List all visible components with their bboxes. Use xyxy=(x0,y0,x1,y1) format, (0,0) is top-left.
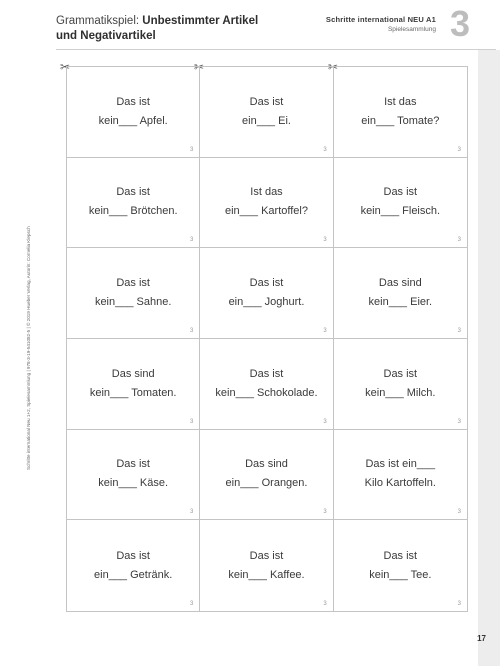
game-card xyxy=(334,67,467,158)
card-number: 3 xyxy=(189,146,194,153)
card-line-2: ein___ Joghurt. xyxy=(228,296,305,309)
card-line-1: Ist das xyxy=(384,95,417,108)
card-line-1: Das ist xyxy=(116,277,150,290)
game-card xyxy=(200,520,333,611)
game-card xyxy=(334,430,467,521)
card-number: 3 xyxy=(323,600,327,607)
card-number: 3 xyxy=(457,418,461,425)
card-line-1: Das ist xyxy=(249,277,284,290)
card-number: 3 xyxy=(189,327,194,334)
card-number: 3 xyxy=(323,237,327,244)
card-number: 3 xyxy=(457,600,461,607)
game-card xyxy=(200,248,333,339)
card-line-2: ein___ Getränk. xyxy=(94,568,173,581)
card-line-1: Das ist xyxy=(249,95,284,108)
page-edge-bar xyxy=(478,50,500,666)
card-line-2: kein___ Fleisch. xyxy=(360,205,441,218)
card-number: 3 xyxy=(457,509,461,516)
page-number: 17 xyxy=(477,634,486,643)
card-line-2: kein___ Sahne. xyxy=(94,296,172,309)
card-number: 3 xyxy=(323,418,327,425)
game-card xyxy=(334,248,467,339)
card-line-2: kein___ Käse. xyxy=(98,477,169,490)
card-number: 3 xyxy=(323,327,327,334)
game-card xyxy=(67,158,200,249)
card-line-1: Das ist xyxy=(249,549,284,562)
card-line-1: Ist das xyxy=(250,186,283,199)
card-line-1: Das ist xyxy=(383,549,418,562)
card-number: 3 xyxy=(457,237,461,244)
card-line-1: Das sind xyxy=(245,458,288,471)
copyright-side-text: Schritte international Neu 1+2, Spielesammlung | 978-3-19-541082-5 | © 2019 Hueber Verlag, Autorin: Cornelia Klepsch xyxy=(26,226,31,470)
card-line-1: Das ist xyxy=(383,186,418,199)
card-line-2: ein___ Ei. xyxy=(242,114,291,127)
game-card xyxy=(67,339,200,430)
card-line-2: ein___ Kartoffel? xyxy=(225,205,308,218)
card-line-2: kein___ Tomaten. xyxy=(89,386,177,399)
scissors-icon: ✂ xyxy=(328,60,339,74)
card-line-2: kein___ Brötchen. xyxy=(88,205,178,218)
title-prefix: Grammatikspiel: xyxy=(56,15,143,27)
card-line-2: kein___ Tee. xyxy=(369,568,432,581)
card-line-2: kein___ Schokolade. xyxy=(215,386,318,399)
game-card xyxy=(67,248,200,339)
card-number: 3 xyxy=(323,146,327,153)
card-line-1: Das sind xyxy=(111,367,155,380)
page-title xyxy=(56,14,296,44)
card-line-1: Das ist xyxy=(116,95,150,108)
card-line-2: Kilo Kartoffeln. xyxy=(364,477,436,490)
card-grid xyxy=(66,66,468,612)
card-number: 3 xyxy=(457,146,461,153)
scissors-icon: ✂ xyxy=(194,60,205,74)
game-card xyxy=(67,430,200,521)
card-number: 3 xyxy=(189,237,194,244)
game-card xyxy=(200,67,333,158)
game-card xyxy=(334,520,467,611)
game-card xyxy=(200,158,333,249)
game-card xyxy=(200,339,333,430)
card-line-2: kein___ Kaffee. xyxy=(228,568,305,581)
card-number: 3 xyxy=(323,509,327,516)
card-line-1: Das sind xyxy=(378,277,422,290)
card-line-2: ein___ Orangen. xyxy=(225,477,308,490)
card-line-1: Das ist xyxy=(116,458,150,471)
game-card xyxy=(67,67,200,158)
title-bold-line-2: und Negativartikel xyxy=(56,30,156,42)
scissors-icon: ✂ xyxy=(60,60,71,74)
page-header xyxy=(0,0,500,50)
card-line-1: Das ist xyxy=(249,367,284,380)
card-line-2: kein___ Eier. xyxy=(368,296,433,309)
card-number: 3 xyxy=(189,509,194,516)
game-card xyxy=(334,339,467,430)
title-bold-line-1: Unbestimmter Artikel xyxy=(142,15,259,27)
series-label xyxy=(326,15,436,35)
card-line-2: kein___ Milch. xyxy=(365,386,436,399)
game-card xyxy=(67,520,200,611)
card-line-2: kein___ Apfel. xyxy=(98,114,168,127)
game-card xyxy=(200,430,333,521)
card-line-2: ein___ Tomate? xyxy=(361,114,440,127)
unit-number: 3 xyxy=(449,3,470,44)
series-name: Schritte international NEU A1 xyxy=(325,15,436,24)
card-number: 3 xyxy=(457,327,461,334)
header-divider xyxy=(56,49,496,50)
card-number: 3 xyxy=(189,418,194,425)
card-line-1: Das ist xyxy=(116,549,150,562)
card-number: 3 xyxy=(189,600,194,607)
card-line-1: Das ist xyxy=(116,186,150,199)
series-subtitle: Spielesammlung xyxy=(387,26,436,33)
card-line-1: Das ist ein___ xyxy=(365,458,436,471)
card-line-1: Das ist xyxy=(383,367,418,380)
game-card xyxy=(334,158,467,249)
